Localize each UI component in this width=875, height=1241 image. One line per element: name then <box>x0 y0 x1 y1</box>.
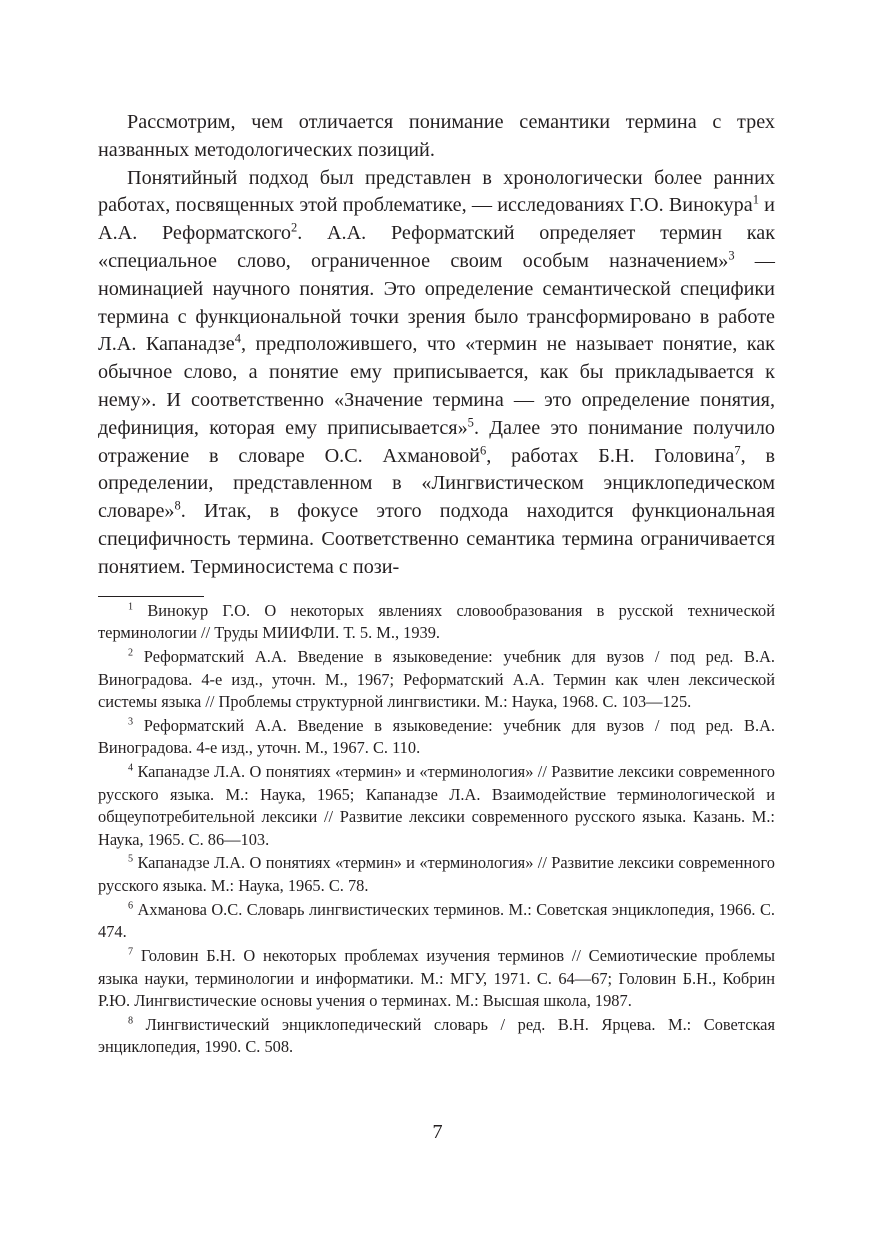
footnote <box>98 852 775 897</box>
footnote-ref-3[interactable]: 3 <box>728 248 735 263</box>
footnote-number: 1 <box>128 601 134 613</box>
paragraph-1: Рассмотрим, чем отличается понимание семантики термина с трех названных методологических позиций. <box>98 111 775 161</box>
text-run: — номинацией научного понятия. Это определение семантической специфики термина с функциональной точки зрения было трансформировано в работе Л.А. Капанадзе <box>98 249 775 356</box>
footnote-number: 6 <box>128 900 134 912</box>
footnote-ref-5[interactable]: 5 <box>467 415 474 430</box>
footnote-text: Реформатский А.А. Введение в языковедение: учебник для вузов / под ред. В.А. Виноградова. 4-е изд., уточн. М., 1967. С. 110. <box>98 716 775 758</box>
footnote-number: 5 <box>128 854 134 866</box>
footnote <box>98 715 775 760</box>
footnote-text: Ахманова О.С. Словарь лингвистических терминов. М.: Советская энциклопедия, 1966. С. 474. <box>98 899 775 942</box>
footnote <box>98 600 775 645</box>
footnote-number: 4 <box>128 763 134 775</box>
footnote-text: Лингвистический энциклопедический словарь / ред. В.Н. Ярцева. М.: Советская энциклопедия, 1990. С. 508. <box>98 1014 776 1057</box>
footnote-text: Капанадзе Л.А. О понятиях «термин» и «терминология» // Развитие лексики современного русского языка. М.: Наука, 1965; Капанадзе Л.А. Взаимодействие терминологической и общеупотребительной лексики // Развитие лексики современного русского языка. Казань. М.: Наука, 1965. С. 86—103. <box>98 762 775 849</box>
footnote-ref-2[interactable]: 2 <box>290 220 298 235</box>
text-run: , предположившего, что «термин не называет понятие, как обычное слово, а понятие ему приписывается, как бы прикладывается к нему». И соответственно «Значение термина — это определение понятия, дефиниция, которая ему приписывается» <box>98 333 775 439</box>
footnote-ref-1[interactable]: 1 <box>752 192 759 207</box>
footnote-text: Винокур Г.О. О некоторых явлениях словообразования в русской технической терминологии // Труды МИИФЛИ. Т. 5. М., 1939. <box>98 601 775 643</box>
footnote-text: Головин Б.Н. О некоторых проблемах изучения терминов // Семиотические проблемы языка науки, терминологии и информатики. М.: МГУ, 1971. С. 64—67; Головин Б.Н., Кобрин Р.Ю. Лингвистические основы учения о терминах. М.: Высшая школа, 1987. <box>98 946 775 1010</box>
footnote <box>98 646 775 713</box>
footnote-number: 3 <box>128 716 134 728</box>
footnotes <box>98 600 775 1060</box>
text-run: , в определении, представленном в «Лингвистическом энциклопедическом словаре» <box>98 444 775 523</box>
footnote-ref-6[interactable]: 6 <box>480 442 487 457</box>
footnote <box>98 1014 775 1059</box>
text-run: . Далее это понимание получило отражение в словаре О.С. Ахмановой <box>98 416 775 467</box>
paragraph-2 <box>98 165 775 582</box>
footnote-text: Капанадзе Л.А. О понятиях «термин» и «терминология» // Развитие лексики современного русского языка. М.: Наука, 1965. С. 78. <box>98 853 775 895</box>
footnote-number: 8 <box>128 1015 134 1027</box>
footnote-ref-4[interactable]: 4 <box>234 331 241 346</box>
footnote-text: Реформатский А.А. Введение в языковедение: учебник для вузов / под ред. В.А. Виноградова. 4-е изд., уточн. М., 1967; Реформатский А.А. Термин как член лексической системы языка // Проблемы структурной лингвистики. М.: Наука, 1968. С. 103—125. <box>98 647 775 712</box>
footnote-number: 2 <box>128 648 134 660</box>
text-run: и А.А. Реформатского <box>98 194 775 245</box>
main-text <box>98 109 775 582</box>
page-number: 7 <box>432 1121 443 1143</box>
text-run: Понятийный подход был представлен в хронологически более ранних работах, посвященных этой проблематике, — исследованиях Г.О. Винокура <box>98 166 775 217</box>
text-run: . Итак, в фокусе этого подхода находится функциональная специфичность термина. Соответственно семантика термина ограничивается понятием. Терминосистема с пози- <box>98 500 775 578</box>
text-run: . А.А. Реформатский определяет термин как «специальное слово, ограниченное своим особым назначением» <box>98 222 775 272</box>
footnote <box>98 945 775 1012</box>
text-run: , работах Б.Н. Головина <box>486 444 735 467</box>
footnote-number: 7 <box>128 946 134 958</box>
footnote-ref-8[interactable]: 8 <box>174 498 181 513</box>
footnote <box>98 761 775 851</box>
footnote-separator <box>98 596 204 597</box>
footnote-ref-7[interactable]: 7 <box>734 442 741 457</box>
footnote <box>98 899 775 944</box>
